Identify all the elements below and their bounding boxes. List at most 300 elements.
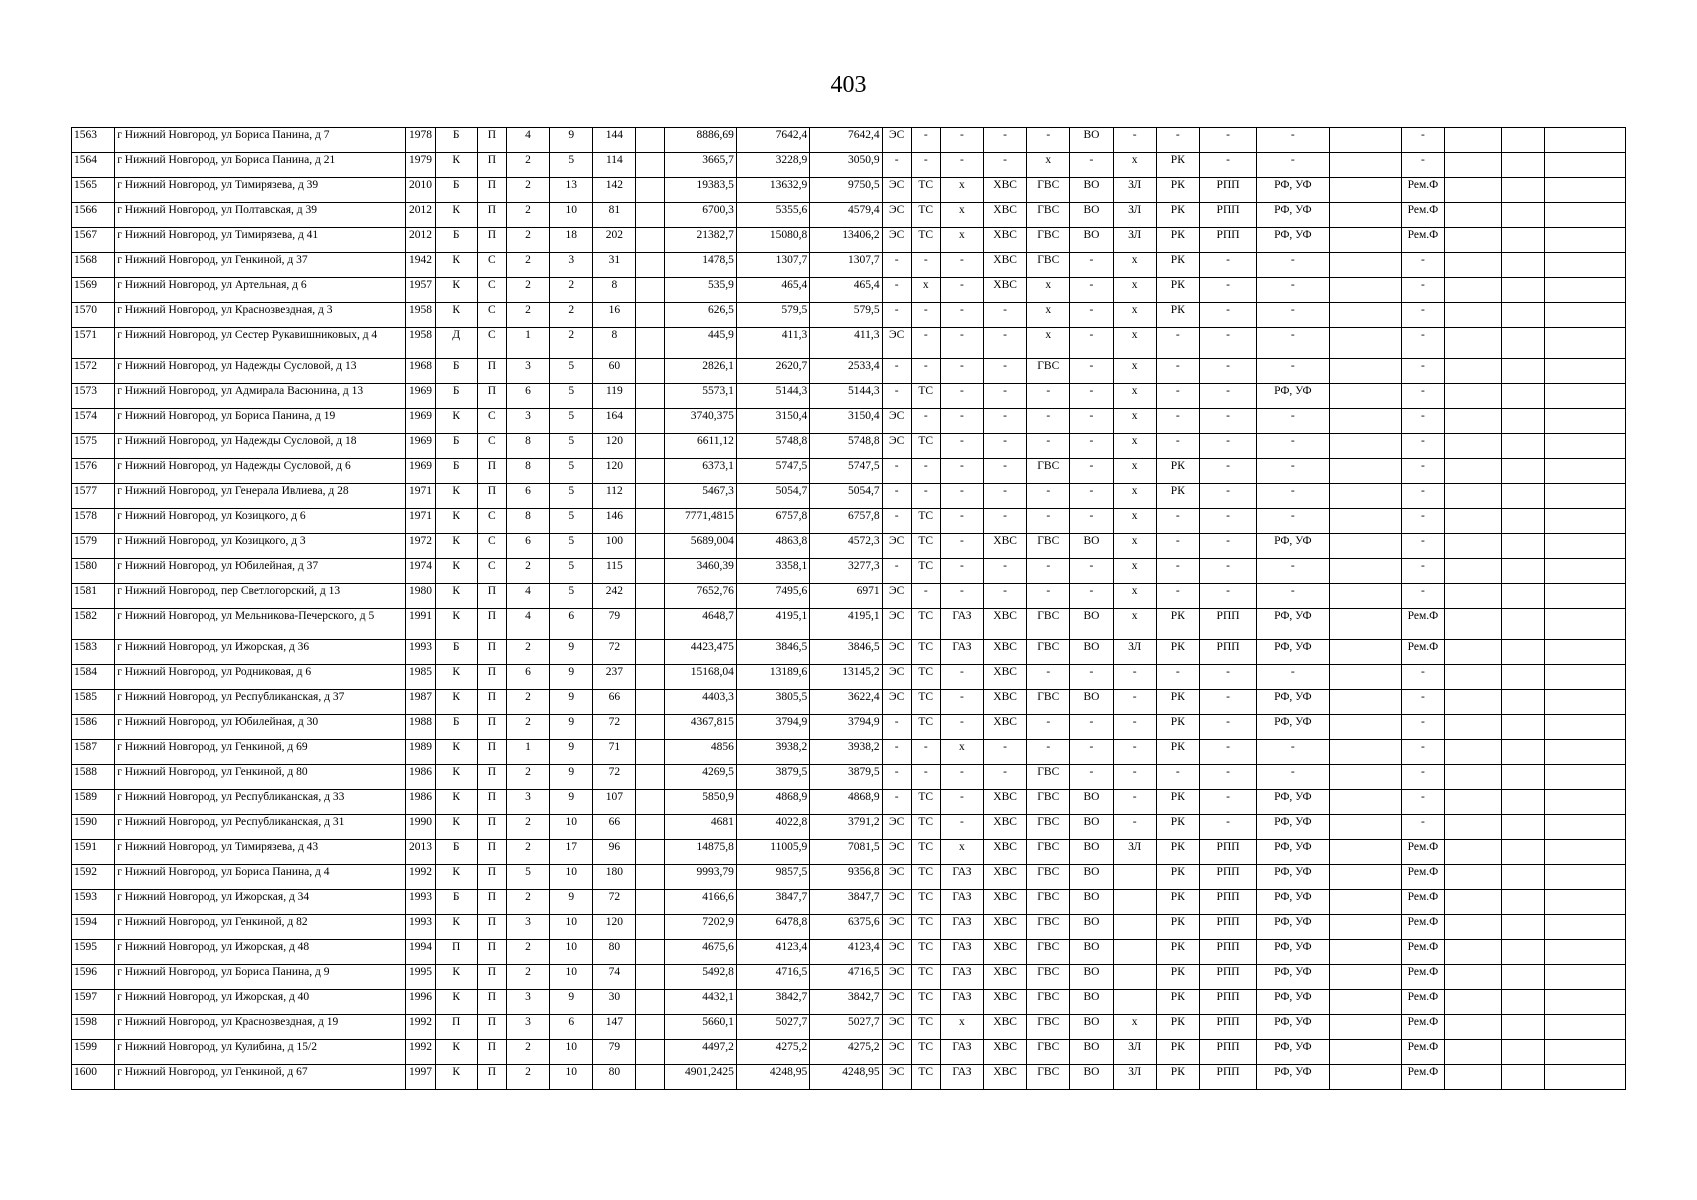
table-cell xyxy=(636,278,664,303)
row-number-cell: 1595 xyxy=(72,940,115,965)
table-cell: 5027,7 xyxy=(736,1015,809,1040)
table-cell: РПП xyxy=(1199,203,1256,228)
table-cell: ВО xyxy=(1070,1065,1113,1090)
table-cell xyxy=(636,915,664,940)
table-cell: ЭС xyxy=(882,665,911,690)
table-cell: - xyxy=(911,328,940,359)
table-cell: ГВС xyxy=(1027,640,1070,665)
table-cell xyxy=(1445,690,1502,715)
table-cell xyxy=(1502,765,1545,790)
table-cell: ВО xyxy=(1070,790,1113,815)
table-cell: 5054,7 xyxy=(736,484,809,509)
table-cell: РК xyxy=(1156,1015,1199,1040)
row-number-cell: 1590 xyxy=(72,815,115,840)
table-cell: 10 xyxy=(550,940,593,965)
table-cell: 1993 xyxy=(406,890,435,915)
table-cell: 1986 xyxy=(406,765,435,790)
table-cell: К xyxy=(435,915,477,940)
table-cell: РФ, УФ xyxy=(1257,965,1329,990)
table-cell: 3150,4 xyxy=(736,409,809,434)
table-cell: ХВС xyxy=(984,228,1027,253)
table-cell: П xyxy=(477,715,506,740)
table-cell: 10 xyxy=(550,1065,593,1090)
table-cell: 1988 xyxy=(406,715,435,740)
table-cell: 4195,1 xyxy=(736,609,809,640)
table-cell: 3794,9 xyxy=(736,715,809,740)
row-number-cell: 1576 xyxy=(72,459,115,484)
table-cell xyxy=(1329,1040,1401,1065)
table-cell xyxy=(1545,303,1626,328)
table-cell: 2 xyxy=(506,840,549,865)
address-cell: г Нижний Новгород, ул Сестер Рукавишниковых, д 4 xyxy=(115,328,406,359)
table-cell: х xyxy=(1113,509,1156,534)
table-cell xyxy=(1113,890,1156,915)
table-cell: 3794,9 xyxy=(810,715,882,740)
table-cell: ВО xyxy=(1070,840,1113,865)
table-cell: 6 xyxy=(550,1015,593,1040)
table-cell: - xyxy=(1113,128,1156,153)
table-cell: - xyxy=(1070,559,1113,584)
table-cell: 10 xyxy=(550,965,593,990)
table-cell xyxy=(1329,278,1401,303)
table-cell xyxy=(636,434,664,459)
table-cell: х xyxy=(1113,434,1156,459)
table-cell: 1478,5 xyxy=(664,253,736,278)
table-cell xyxy=(636,740,664,765)
table-cell xyxy=(1502,434,1545,459)
table-cell: 5660,1 xyxy=(664,1015,736,1040)
address-cell: г Нижний Новгород, ул Надежды Сусловой, д 6 xyxy=(115,459,406,484)
table-cell: 71 xyxy=(593,740,636,765)
table-cell: 3277,3 xyxy=(810,559,882,584)
table-cell: 5 xyxy=(550,409,593,434)
table-cell: К xyxy=(435,1065,477,1090)
table-cell xyxy=(636,228,664,253)
table-cell: 411,3 xyxy=(810,328,882,359)
table-cell: РК xyxy=(1156,940,1199,965)
table-cell: РФ, УФ xyxy=(1257,790,1329,815)
table-cell: - xyxy=(1257,665,1329,690)
table-cell xyxy=(636,303,664,328)
table-cell: ТС xyxy=(911,1065,940,1090)
table-cell: - xyxy=(882,253,911,278)
row-number-cell: 1574 xyxy=(72,409,115,434)
table-cell: 9857,5 xyxy=(736,865,809,890)
table-cell xyxy=(1545,740,1626,765)
table-cell: П xyxy=(477,1065,506,1090)
table-cell: ЭС xyxy=(882,1040,911,1065)
table-cell xyxy=(1329,459,1401,484)
table-cell xyxy=(1445,409,1502,434)
table-cell: - xyxy=(1070,409,1113,434)
table-cell: - xyxy=(984,740,1027,765)
table-cell: - xyxy=(984,484,1027,509)
table-cell: - xyxy=(940,509,983,534)
table-cell: РК xyxy=(1156,484,1199,509)
table-cell: Рем.Ф xyxy=(1401,1015,1444,1040)
table-cell: 1993 xyxy=(406,915,435,940)
table-cell xyxy=(1545,509,1626,534)
address-cell: г Нижний Новгород, ул Генкиной, д 37 xyxy=(115,253,406,278)
table-cell: 72 xyxy=(593,765,636,790)
table-cell: ХВС xyxy=(984,965,1027,990)
table-cell: 2 xyxy=(506,278,549,303)
table-cell xyxy=(1445,1015,1502,1040)
table-cell: П xyxy=(477,203,506,228)
table-cell xyxy=(1502,278,1545,303)
table-cell: - xyxy=(911,359,940,384)
table-cell: - xyxy=(1113,665,1156,690)
table-cell: 164 xyxy=(593,409,636,434)
table-cell: С xyxy=(477,534,506,559)
table-cell: х xyxy=(911,278,940,303)
row-number-cell: 1578 xyxy=(72,509,115,534)
row-number-cell: 1567 xyxy=(72,228,115,253)
table-cell: 2 xyxy=(550,328,593,359)
table-cell: 1 xyxy=(506,328,549,359)
table-cell xyxy=(1445,740,1502,765)
table-cell: РФ, УФ xyxy=(1257,840,1329,865)
table-cell: х xyxy=(1113,609,1156,640)
table-cell: 120 xyxy=(593,434,636,459)
table-cell: - xyxy=(911,303,940,328)
table-cell: 202 xyxy=(593,228,636,253)
table-cell: 1968 xyxy=(406,359,435,384)
table-cell: РПП xyxy=(1199,178,1256,203)
table-cell: ВО xyxy=(1070,965,1113,990)
table-cell: РПП xyxy=(1199,228,1256,253)
table-cell xyxy=(636,534,664,559)
table-cell xyxy=(1445,509,1502,534)
table-row xyxy=(72,609,1626,640)
table-cell: х xyxy=(1113,409,1156,434)
table-cell: - xyxy=(882,790,911,815)
table-cell: ВО xyxy=(1070,690,1113,715)
table-cell xyxy=(636,940,664,965)
table-cell: ХВС xyxy=(984,609,1027,640)
table-cell: ГВС xyxy=(1027,690,1070,715)
table-cell xyxy=(1445,840,1502,865)
table-row xyxy=(72,178,1626,203)
row-number-cell: 1583 xyxy=(72,640,115,665)
table-cell: 14875,8 xyxy=(664,840,736,865)
table-cell: Б xyxy=(435,128,477,153)
table-cell: 4716,5 xyxy=(810,965,882,990)
table-cell: 9 xyxy=(550,890,593,915)
table-cell: 9750,5 xyxy=(810,178,882,203)
table-cell: х xyxy=(1113,559,1156,584)
table-cell: 3842,7 xyxy=(736,990,809,1015)
table-cell xyxy=(636,865,664,890)
table-cell: 3846,5 xyxy=(810,640,882,665)
table-cell: ЗЛ xyxy=(1113,840,1156,865)
table-cell xyxy=(1545,178,1626,203)
table-cell xyxy=(636,715,664,740)
table-cell: 237 xyxy=(593,665,636,690)
table-cell: РПП xyxy=(1199,915,1256,940)
address-cell: г Нижний Новгород, ул Кулибина, д 15/2 xyxy=(115,1040,406,1065)
table-cell: 6 xyxy=(506,484,549,509)
table-cell: Рем.Ф xyxy=(1401,865,1444,890)
table-cell xyxy=(1329,915,1401,940)
table-cell: ЭС xyxy=(882,965,911,990)
table-cell xyxy=(1502,865,1545,890)
table-cell: РФ, УФ xyxy=(1257,690,1329,715)
table-cell: ГВС xyxy=(1027,815,1070,840)
table-row xyxy=(72,459,1626,484)
table-cell xyxy=(636,384,664,409)
address-cell: г Нижний Новгород, ул Бориса Панина, д 7 xyxy=(115,128,406,153)
table-cell: - xyxy=(1113,715,1156,740)
table-cell xyxy=(1445,865,1502,890)
row-number-cell: 1592 xyxy=(72,865,115,890)
table-cell: - xyxy=(984,128,1027,153)
table-cell: - xyxy=(1199,484,1256,509)
housing-registry-table xyxy=(71,127,1626,1090)
table-cell: РК xyxy=(1156,178,1199,203)
table-cell: 5 xyxy=(550,434,593,459)
table-cell xyxy=(1329,559,1401,584)
address-cell: г Нижний Новгород, ул Ижорская, д 48 xyxy=(115,940,406,965)
table-cell: - xyxy=(911,765,940,790)
table-cell: ЭС xyxy=(882,584,911,609)
table-cell: 3879,5 xyxy=(810,765,882,790)
table-cell: К xyxy=(435,1040,477,1065)
table-cell: - xyxy=(1257,128,1329,153)
row-number-cell: 1573 xyxy=(72,384,115,409)
table-cell xyxy=(1545,715,1626,740)
table-cell: РК xyxy=(1156,890,1199,915)
table-cell: 1993 xyxy=(406,640,435,665)
table-cell: РК xyxy=(1156,203,1199,228)
table-cell: - xyxy=(1113,790,1156,815)
table-cell: РПП xyxy=(1199,965,1256,990)
table-cell: ТС xyxy=(911,790,940,815)
table-cell: ТС xyxy=(911,890,940,915)
table-cell: 9 xyxy=(550,790,593,815)
table-row xyxy=(72,253,1626,278)
table-cell: х xyxy=(1113,328,1156,359)
table-row xyxy=(72,359,1626,384)
table-cell: РК xyxy=(1156,840,1199,865)
table-cell: РК xyxy=(1156,640,1199,665)
table-row xyxy=(72,1040,1626,1065)
table-cell: П xyxy=(477,640,506,665)
table-cell: РФ, УФ xyxy=(1257,1015,1329,1040)
table-cell: 411,3 xyxy=(736,328,809,359)
table-cell: ТС xyxy=(911,915,940,940)
table-cell xyxy=(1445,915,1502,940)
table-cell xyxy=(1545,1015,1626,1040)
table-cell: 1957 xyxy=(406,278,435,303)
table-cell xyxy=(1329,609,1401,640)
table-cell: - xyxy=(1199,665,1256,690)
table-cell xyxy=(1502,940,1545,965)
table-cell: - xyxy=(940,690,983,715)
address-cell: г Нижний Новгород, ул Генкиной, д 80 xyxy=(115,765,406,790)
table-cell: 1971 xyxy=(406,509,435,534)
table-cell: К xyxy=(435,253,477,278)
table-cell: 96 xyxy=(593,840,636,865)
table-cell xyxy=(1502,384,1545,409)
table-cell: - xyxy=(1257,765,1329,790)
table-cell: ГВС xyxy=(1027,459,1070,484)
table-cell: П xyxy=(477,153,506,178)
table-cell: Б xyxy=(435,178,477,203)
table-cell: 3740,375 xyxy=(664,409,736,434)
table-cell xyxy=(1545,609,1626,640)
table-cell: П xyxy=(477,665,506,690)
table-cell: 4195,1 xyxy=(810,609,882,640)
table-cell: Рем.Ф xyxy=(1401,203,1444,228)
address-cell: г Нижний Новгород, ул Мельникова-Печерского, д 5 xyxy=(115,609,406,640)
table-cell: 1992 xyxy=(406,1015,435,1040)
table-cell: - xyxy=(940,303,983,328)
table-cell: ХВС xyxy=(984,840,1027,865)
table-cell: 1992 xyxy=(406,1040,435,1065)
table-cell xyxy=(1502,178,1545,203)
table-cell: ХВС xyxy=(984,865,1027,890)
table-cell: Рем.Ф xyxy=(1401,1040,1444,1065)
table-cell: С xyxy=(477,434,506,459)
table-cell xyxy=(636,890,664,915)
table-cell: 4675,6 xyxy=(664,940,736,965)
table-cell xyxy=(1502,509,1545,534)
table-cell: ТС xyxy=(911,840,940,865)
table-cell: - xyxy=(940,153,983,178)
table-cell xyxy=(1329,484,1401,509)
table-cell: ВО xyxy=(1070,890,1113,915)
table-cell: РФ, УФ xyxy=(1257,534,1329,559)
table-cell: - xyxy=(1401,278,1444,303)
table-cell: 1974 xyxy=(406,559,435,584)
table-cell: РК xyxy=(1156,609,1199,640)
table-cell: ВО xyxy=(1070,178,1113,203)
table-cell: - xyxy=(1401,484,1444,509)
table-cell: - xyxy=(1199,740,1256,765)
table-cell: 2 xyxy=(506,153,549,178)
table-cell: ХВС xyxy=(984,534,1027,559)
table-cell: 4 xyxy=(506,609,549,640)
table-cell: 1971 xyxy=(406,484,435,509)
table-cell: 465,4 xyxy=(736,278,809,303)
row-number-cell: 1568 xyxy=(72,253,115,278)
table-cell: РК xyxy=(1156,303,1199,328)
table-cell: ХВС xyxy=(984,1015,1027,1040)
table-cell: 2 xyxy=(550,278,593,303)
table-cell: Б xyxy=(435,228,477,253)
table-cell: 1994 xyxy=(406,940,435,965)
table-cell: 579,5 xyxy=(736,303,809,328)
table-cell: ХВС xyxy=(984,940,1027,965)
row-number-cell: 1571 xyxy=(72,328,115,359)
table-cell xyxy=(636,990,664,1015)
table-cell xyxy=(1502,559,1545,584)
table-cell: 9 xyxy=(550,690,593,715)
address-cell: г Нижний Новгород, ул Козицкого, д 3 xyxy=(115,534,406,559)
table-cell: ХВС xyxy=(984,640,1027,665)
table-cell xyxy=(1329,665,1401,690)
table-cell: ГВС xyxy=(1027,990,1070,1015)
table-cell: К xyxy=(435,584,477,609)
table-row xyxy=(72,965,1626,990)
table-cell: 1978 xyxy=(406,128,435,153)
table-cell: - xyxy=(1199,278,1256,303)
table-cell: 3150,4 xyxy=(810,409,882,434)
table-cell xyxy=(1502,890,1545,915)
table-cell: ГВС xyxy=(1027,534,1070,559)
table-cell: 2 xyxy=(506,940,549,965)
table-cell: 4166,6 xyxy=(664,890,736,915)
table-cell: 3846,5 xyxy=(736,640,809,665)
table-cell: 5144,3 xyxy=(736,384,809,409)
table-cell xyxy=(1545,815,1626,840)
table-cell: 3228,9 xyxy=(736,153,809,178)
table-cell xyxy=(1329,303,1401,328)
row-number-cell: 1599 xyxy=(72,1040,115,1065)
table-cell: К xyxy=(435,409,477,434)
address-cell: г Нижний Новгород, ул Республиканская, д 33 xyxy=(115,790,406,815)
table-cell xyxy=(1445,790,1502,815)
table-row xyxy=(72,715,1626,740)
address-cell: г Нижний Новгород, ул Адмирала Васюнина, д 13 xyxy=(115,384,406,409)
table-cell: - xyxy=(1199,359,1256,384)
table-cell xyxy=(1445,228,1502,253)
table-cell xyxy=(1329,640,1401,665)
table-cell xyxy=(636,790,664,815)
table-cell xyxy=(1329,384,1401,409)
table-cell: - xyxy=(1401,128,1444,153)
row-number-cell: 1572 xyxy=(72,359,115,384)
table-cell: - xyxy=(1401,715,1444,740)
table-row xyxy=(72,840,1626,865)
table-cell xyxy=(1445,434,1502,459)
table-cell: - xyxy=(911,459,940,484)
row-number-cell: 1598 xyxy=(72,1015,115,1040)
table-cell xyxy=(636,690,664,715)
table-cell xyxy=(636,584,664,609)
table-cell: РПП xyxy=(1199,1015,1256,1040)
table-cell: ГВС xyxy=(1027,228,1070,253)
table-cell: 5748,8 xyxy=(810,434,882,459)
row-number-cell: 1582 xyxy=(72,609,115,640)
table-cell: 72 xyxy=(593,715,636,740)
table-cell: - xyxy=(1199,153,1256,178)
table-cell: Б xyxy=(435,384,477,409)
table-cell: - xyxy=(984,384,1027,409)
table-cell xyxy=(1445,1040,1502,1065)
table-cell xyxy=(1545,153,1626,178)
table-cell: ЭС xyxy=(882,990,911,1015)
table-cell: ГВС xyxy=(1027,253,1070,278)
table-cell xyxy=(1329,153,1401,178)
table-cell xyxy=(1445,965,1502,990)
table-cell: ТС xyxy=(911,203,940,228)
table-cell: 5 xyxy=(506,865,549,890)
row-number-cell: 1589 xyxy=(72,790,115,815)
table-cell: ХВС xyxy=(984,178,1027,203)
table-row xyxy=(72,434,1626,459)
table-cell xyxy=(1113,915,1156,940)
table-cell: х xyxy=(940,1015,983,1040)
table-cell: - xyxy=(940,328,983,359)
table-cell: - xyxy=(882,359,911,384)
table-cell: - xyxy=(1070,459,1113,484)
table-cell: 2012 xyxy=(406,228,435,253)
table-cell: ЭС xyxy=(882,128,911,153)
table-row xyxy=(72,559,1626,584)
table-cell: ВО xyxy=(1070,990,1113,1015)
